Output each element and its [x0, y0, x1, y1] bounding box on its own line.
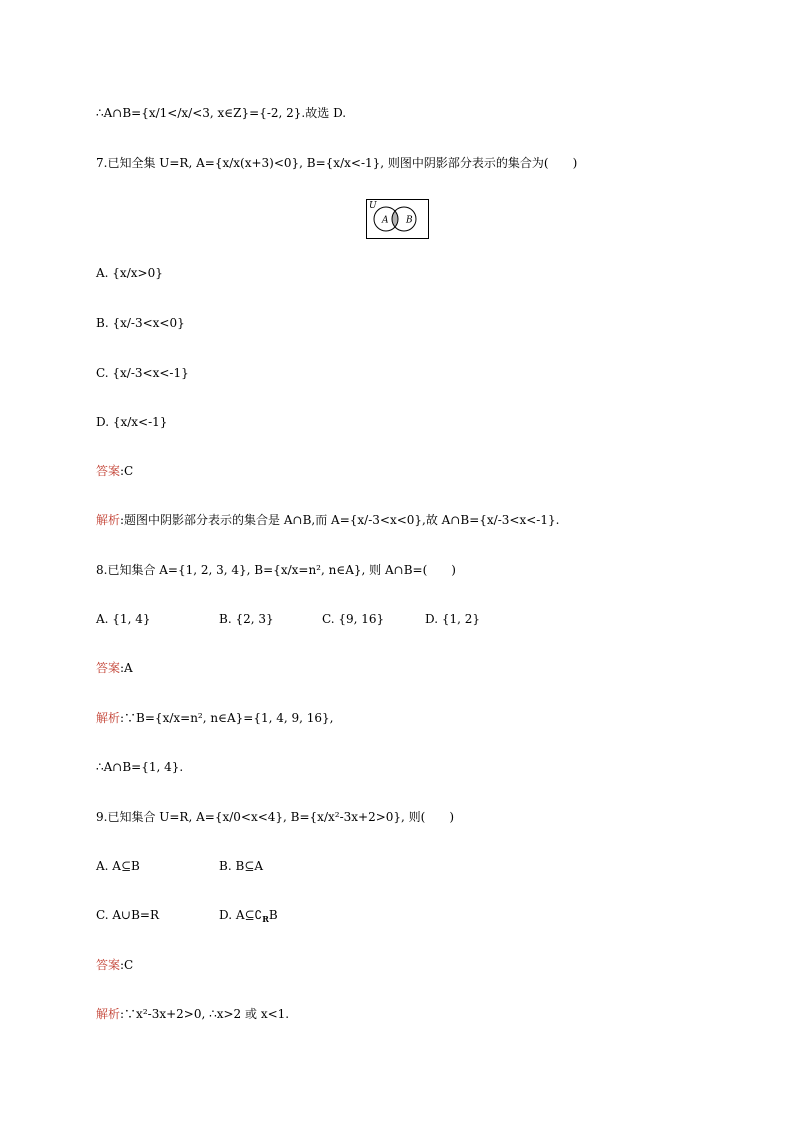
- option-d-tail: B: [268, 908, 278, 922]
- venn-set-a-label: A: [382, 215, 389, 226]
- question-8-answer: [96, 660, 133, 676]
- venn-diagram: [366, 199, 429, 239]
- analysis-text: :题图中阴影部分表示的集合是 A∩B,而 A={x/-3<x<0},故 A∩B={x/-3<x<-1}.: [120, 513, 560, 527]
- question-8-option-c: C. {9, 16}: [322, 612, 385, 626]
- question-9-analysis: [96, 1006, 289, 1022]
- analysis-label: 解析: [96, 513, 121, 527]
- venn-set-b-label: B: [406, 215, 413, 226]
- question-7-analysis: [96, 512, 559, 528]
- question-8-option-b: B. {2, 3}: [219, 612, 274, 626]
- analysis-text: :∵B={x/x=n², n∈A}={1, 4, 9, 16},: [120, 711, 334, 725]
- complement-subscript: R: [262, 914, 269, 924]
- answer-value: :C: [120, 464, 134, 478]
- analysis-label: 解析: [96, 711, 121, 725]
- question-9-option-b: B. B⊆A: [219, 859, 263, 873]
- question-7-option-b: B. {x/-3<x<0}: [96, 316, 185, 330]
- question-9-stem: 9.已知集合 U=R, A={x/0<x<4}, B={x/x²-3x+2>0}, 则( ): [96, 810, 455, 824]
- question-8-option-a: A. {1, 4}: [96, 612, 151, 626]
- question-9-answer: [96, 957, 133, 973]
- question-8-option-d: D. {1, 2}: [425, 612, 480, 626]
- question-7-option-d: D. {x/x<-1}: [96, 415, 168, 429]
- question-8-analysis: [96, 710, 333, 726]
- question-7-option-c: C. {x/-3<x<-1}: [96, 366, 189, 380]
- question-8-analysis-continued: ∴A∩B={1, 4}.: [96, 760, 184, 774]
- question-7-stem: 7.已知全集 U=R, A={x/x(x+3)<0}, B={x/x<-1}, 则图中阴影部分表示的集合为( ): [96, 156, 578, 170]
- analysis-label: 解析: [96, 1007, 121, 1021]
- analysis-text: :∵x²-3x+2>0, ∴x>2 或 x<1.: [120, 1007, 290, 1021]
- question-9-option-d: [219, 907, 278, 923]
- answer-label: 答案: [96, 958, 121, 972]
- question-7-answer: [96, 463, 133, 479]
- question-9-option-a: A. A⊆B: [96, 859, 140, 873]
- answer-value: :C: [120, 958, 134, 972]
- question-7-option-a: A. {x/x>0}: [96, 266, 163, 280]
- answer-value: :A: [120, 661, 133, 675]
- question-9-option-c: C. A∪B=R: [96, 908, 160, 922]
- answer-label: 答案: [96, 464, 121, 478]
- previous-solution-conclusion: ∴A∩B={x/1</x/<3, x∈Z}={-2, 2}.故选 D.: [96, 106, 347, 120]
- question-8-stem: 8.已知集合 A={1, 2, 3, 4}, B={x/x=n², n∈A}, 则 A∩B=( ): [96, 563, 456, 577]
- answer-label: 答案: [96, 661, 121, 675]
- option-d-main: D. A⊆∁: [219, 908, 263, 922]
- venn-universe-label: U: [369, 201, 377, 211]
